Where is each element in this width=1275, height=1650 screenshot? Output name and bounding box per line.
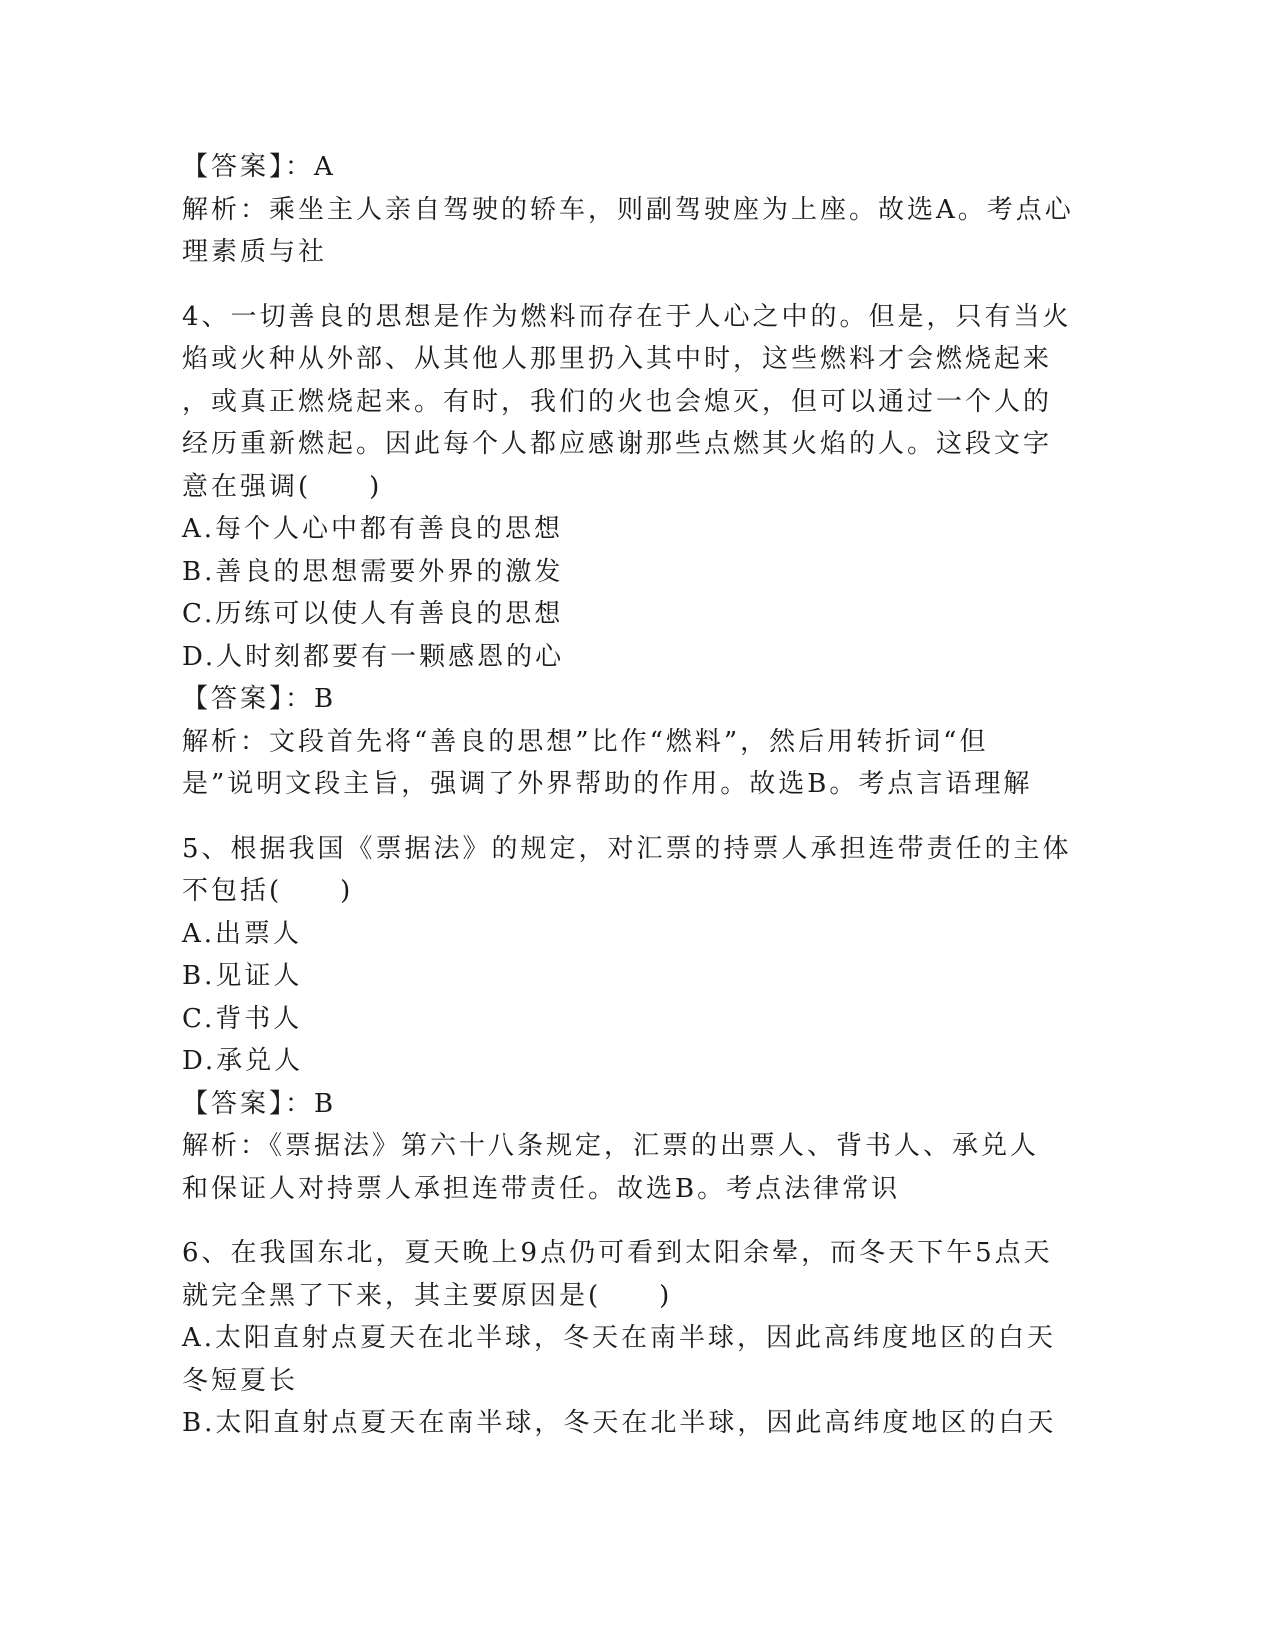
option-a: A.太阳直射点夏天在北半球，冬天在南半球，因此高纬度地区的白天 — [182, 1323, 1057, 1353]
question-stem-line: 就完全黑了下来，其主要原因是( ) — [182, 1280, 673, 1311]
option-c: C.背书人 — [182, 1003, 303, 1034]
question-stem-line: 经历重新燃起。因此每个人都应感谢那些点燃其火焰的人。这段文字 — [182, 429, 1053, 459]
option-b: B.太阳直射点夏天在南半球，冬天在北半球，因此高纬度地区的白天 — [182, 1408, 1057, 1438]
question-6 — [182, 1232, 1082, 1445]
analysis-line: 解析：乘坐主人亲自驾驶的轿车，则副驾驶座为上座。故选A。考点心 — [182, 194, 1074, 225]
option-c: C.历练可以使人有善良的思想 — [182, 599, 564, 629]
analysis-line: 解析：文段首先将“善良的思想”比作“燃料”，然后用转折词“但 — [182, 726, 989, 757]
option-d: D.承兑人 — [182, 1046, 304, 1076]
option-a: A.出票人 — [182, 918, 303, 949]
question-stem-line: 焰或火种从外部、从其他人那里扔入其中时，这些燃料才会燃烧起来 — [182, 344, 1053, 374]
option-a: A.每个人心中都有善良的思想 — [182, 514, 564, 544]
question-stem-line: 6、在我国东北，夏天晚上9点仍可看到太阳余晕，而冬天下午5点天 — [182, 1238, 1053, 1268]
question-stem-line: 5、根据我国《票据法》的规定，对汇票的持票人承担连带责任的主体 — [182, 833, 1072, 864]
option-a-continued: 冬短夏长 — [182, 1365, 299, 1396]
answer-label: 【答案】：B — [182, 1088, 337, 1119]
question-5 — [182, 828, 1082, 1211]
option-b: B.见证人 — [182, 961, 303, 991]
option-b: B.善良的思想需要外界的激发 — [182, 556, 564, 587]
question-stem-line: 意在强调( ) — [182, 471, 383, 502]
document-page — [182, 146, 1082, 1445]
analysis-line: 理素质与社 — [182, 237, 328, 267]
answer-label: 【答案】：B — [182, 684, 337, 714]
question-stem-line: 不包括( ) — [182, 876, 354, 906]
analysis-line: 和保证人对持票人承担连带责任。故选B。考点法律常识 — [182, 1173, 901, 1204]
question-stem-line: ，或真正燃烧起来。有时，我们的火也会熄灭，但可以通过一个人的 — [182, 386, 1053, 417]
question-stem-line: 4、一切善良的思想是作为燃料而存在于人心之中的。但是，只有当火 — [182, 301, 1072, 332]
analysis-line: 是”说明文段主旨，强调了外界帮助的作用。故选B。考点言语理解 — [182, 769, 1033, 799]
question-4 — [182, 296, 1082, 806]
answer-label: 【答案】：A — [182, 152, 336, 182]
option-d: D.人时刻都要有一颗感恩的心 — [182, 641, 565, 672]
prev-answer-block — [182, 146, 1082, 274]
analysis-line: 解析：《票据法》第六十八条规定，汇票的出票人、背书人、承兑人 — [182, 1131, 1040, 1161]
